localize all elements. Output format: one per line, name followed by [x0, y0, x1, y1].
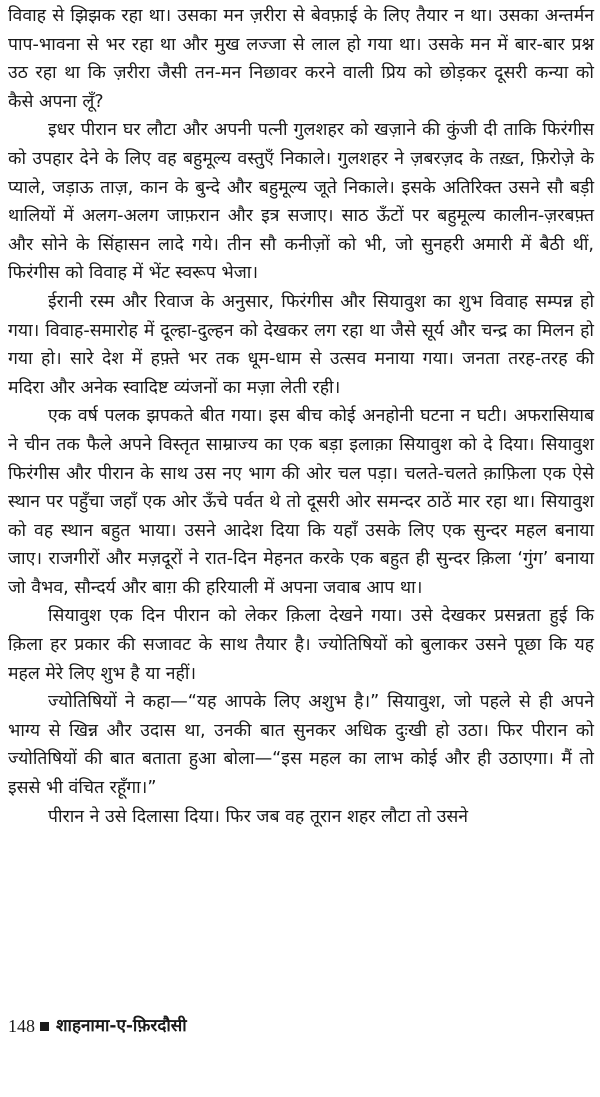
page-number: 148 — [8, 1016, 35, 1036]
book-title: शाहनामा-ए-फ़िरदौसी — [56, 1016, 187, 1036]
paragraph-5: सियावुश एक दिन पीरान को लेकर क़िला देखने गया। उसे देखकर प्रसन्नता हुई कि क़िला हर प्रकार की सजावट के साथ तैयार है। ज्योतिषियों को बुलाकर उसने पूछा कि यह महल मेरे लिए शुभ है या नहीं। — [8, 606, 594, 684]
paragraph-1: विवाह से झिझक रहा था। उसका मन ज़रीरा से बेवफ़ाई के लिए तैयार न था। उसका अन्तर्मन पाप-भावना से भर रहा था और मुख लज्जा से लाल हो गया था। उसके मन में बार-बार प्रश्न उठ रहा था कि ज़रीरा जैसी तन-मन निछावर करने वाली प्रिय को छोड़कर दूसरी कन्या को कैसे अपना लूँ? — [8, 6, 594, 112]
paragraph-4: एक वर्ष पलक झपकते बीत गया। इस बीच कोई अनहोनी घटना न घटी। अफरासियाब ने चीन तक फैले अपने विस्तृत साम्राज्य का एक बड़ा इलाक़ा सियावुश को दे दिया। सियावुश फिरंगीस और पीरान के साथ उस नए भाग की ओर चल पड़ा। चलते-चलते क़ाफ़िला एक ऐसे स्थान पर पहुँचा जहाँ एक ओर ऊँचे पर्वत थे तो दूसरी ओर समन्दर ठाठें मार रहा था। सियावुश को वह स्थान बहुत भाया। उसने आदेश दिया कि यहाँ उसके लिए एक सुन्दर महल बनाया जाए। राजगीरों और मज़दूरों ने रात-दिन मेहनत करके एक बहुत ही सुन्दर क़िला ‘गुंग’ बनाया जो वैभव, सौन्दर्य और बाग़ की हरियाली में अपना जवाब आप था। — [8, 406, 594, 598]
page-footer — [8, 1014, 187, 1038]
paragraph-7: पीरान ने उसे दिलासा दिया। फिर जब वह तूरान शहर लौटा तो उसने — [48, 806, 469, 827]
square-bullet-icon — [40, 1022, 49, 1031]
body-text — [8, 2, 594, 831]
paragraph-3: ईरानी रस्म और रिवाज के अनुसार, फिरंगीस और सियावुश का शुभ विवाह सम्पन्न हो गया। विवाह-समारोह में दूल्हा-दुल्हन को देखकर लग रहा था जैसे सूर्य और चन्द्र का मिलन हो गया हो। सारे देश में हफ़्ते भर तक धूम-धाम से उत्सव मनाया गया। जनता तरह-तरह की मदिरा और अनेक स्वादिष्ट व्यंजनों का मज़ा लेती रही। — [8, 291, 594, 398]
paragraph-6: ज्योतिषियों ने कहा—“यह आपके लिए अशुभ है।” सियावुश, जो पहले से ही अपने भाग्य से खिन्न और उदास था, उनकी बात सुनकर अधिक दुःखी हो उठा। फिर पीरान को ज्योतिषियों की बात बताता हुआ बोला—“इस महल का लाभ कोई और ही उठाएगा। मैं तो इससे भी वंचित रहूँगा।” — [8, 692, 594, 799]
paragraph-2: इधर पीरान घर लौटा और अपनी पत्नी गुलशहर को खज़ाने की कुंजी दी ताकि फिरंगीस को उपहार देने के लिए वह बहुमूल्य वस्तुएँ निकाले। गुलशहर ने ज़बरज़द के तख़्त, फ़िरोज़े के प्याले, जड़ाऊ ताज़, कान के बुन्दे और बहुमूल्य जूते निकाले। इसके अतिरिक्त उसने सौ बड़ी थालियों में अलग-अलग जाफ़रान और इत्र सजाए। साठ ऊँटों पर बहुमूल्य कालीन-ज़रबफ़्त और सोने के सिंहासन लादे गये। तीन सौ कनीज़ों को भी, जो सुनहरी अमारी में बैठी थीं, फिरंगीस को विवाह में भेंट स्वरूप भेजा। — [8, 120, 595, 284]
